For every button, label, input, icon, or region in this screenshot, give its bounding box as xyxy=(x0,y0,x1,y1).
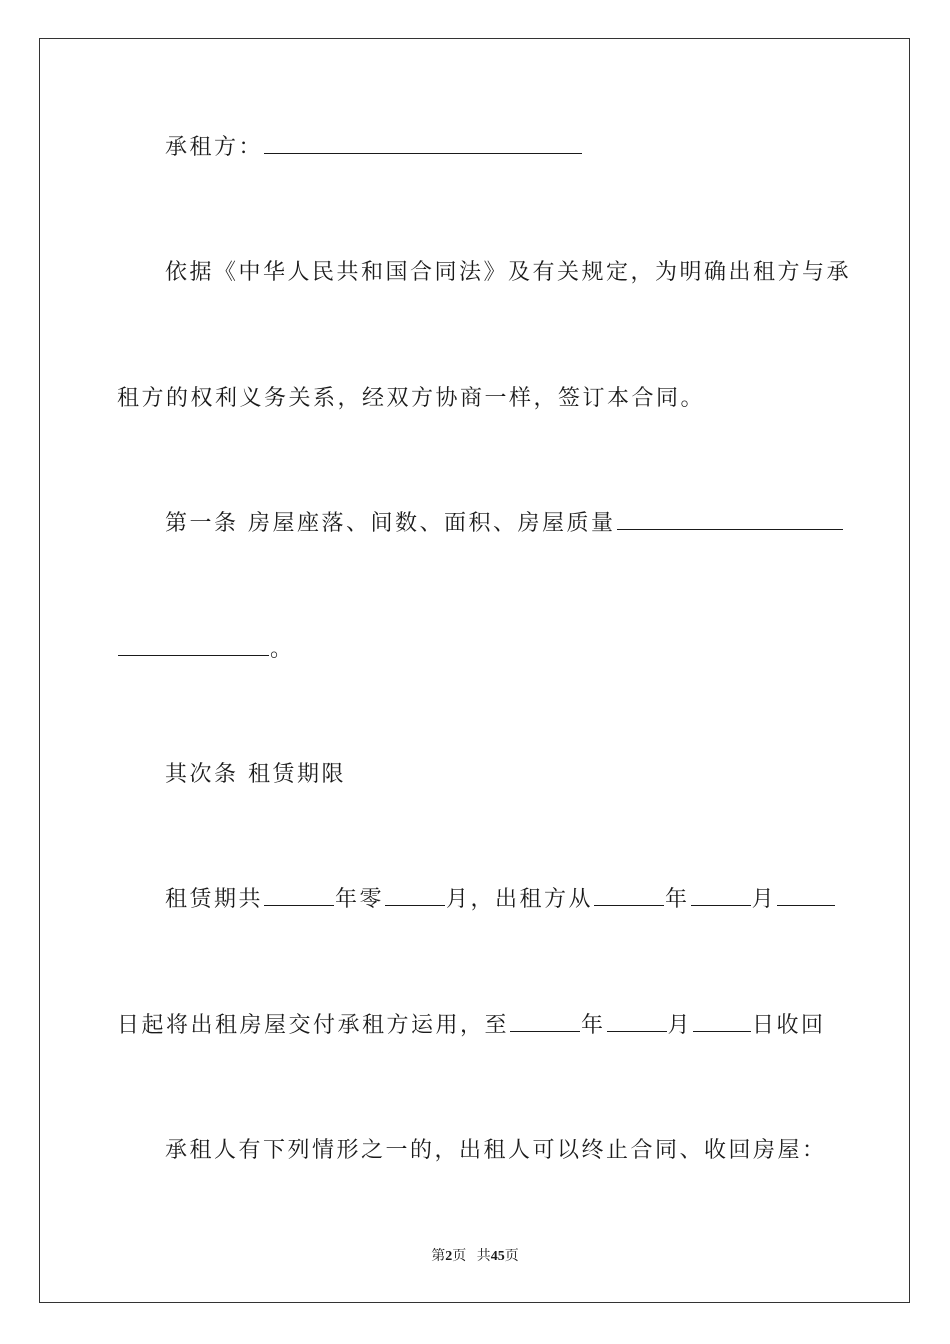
lease-text-1: 租赁期共 xyxy=(165,887,264,912)
lease-text-3: 月，出租方从 xyxy=(446,887,594,912)
page-prefix: 第 xyxy=(431,1249,446,1264)
article2-title: 其次条 租赁期限 xyxy=(165,762,346,787)
end-day-blank[interactable] xyxy=(693,1011,751,1032)
lease-years-blank[interactable] xyxy=(264,885,334,906)
lease-term-line-1 xyxy=(165,885,836,915)
intro-paragraph-line-1: 依据《中华人民共和国合同法》及有关规定，为明确出租方与承 xyxy=(165,260,852,285)
article1-text: 第一条 房屋座落、间数、面积、房屋质量 xyxy=(165,511,616,536)
start-year-blank[interactable] xyxy=(594,885,664,906)
total-pages: 45 xyxy=(490,1249,505,1264)
article1-line-1 xyxy=(165,509,844,539)
lessee-label: 承租方： xyxy=(165,135,264,160)
end-year-blank[interactable] xyxy=(510,1011,580,1032)
lease-text-6: 日起将出租房屋交付承租方运用，至 xyxy=(117,1013,510,1038)
lessee-line xyxy=(165,133,583,163)
lease-term-line-2 xyxy=(117,1011,826,1041)
lease-text-8: 月 xyxy=(667,1013,693,1038)
lease-text-5: 月 xyxy=(751,887,777,912)
lease-text-7: 年 xyxy=(581,1013,606,1038)
article1-period: 。 xyxy=(270,637,295,662)
start-month-blank[interactable] xyxy=(691,885,751,906)
article1-line-2 xyxy=(117,635,295,665)
total-prefix: 共 xyxy=(476,1249,491,1264)
page-number: 2 xyxy=(445,1249,453,1264)
start-day-blank[interactable] xyxy=(777,885,835,906)
lessee-blank[interactable] xyxy=(264,133,582,154)
article1-blank-2[interactable] xyxy=(118,635,269,656)
page-suffix: 页 xyxy=(452,1249,467,1264)
lease-months-blank[interactable] xyxy=(385,885,445,906)
page-footer xyxy=(0,1245,950,1265)
article1-blank-1[interactable] xyxy=(617,509,843,530)
page-frame xyxy=(39,38,910,1303)
termination-clause: 承租人有下列情形之一的，出租人可以终止合同、收回房屋： xyxy=(165,1138,827,1163)
end-month-blank[interactable] xyxy=(607,1011,667,1032)
lease-text-4: 年 xyxy=(665,887,690,912)
lease-text-2: 年零 xyxy=(335,887,385,912)
total-suffix: 页 xyxy=(504,1249,519,1264)
intro-paragraph-line-2: 租方的权利义务关系，经双方协商一样，签订本合同。 xyxy=(117,386,706,411)
lease-text-9: 日收回 xyxy=(752,1013,826,1038)
